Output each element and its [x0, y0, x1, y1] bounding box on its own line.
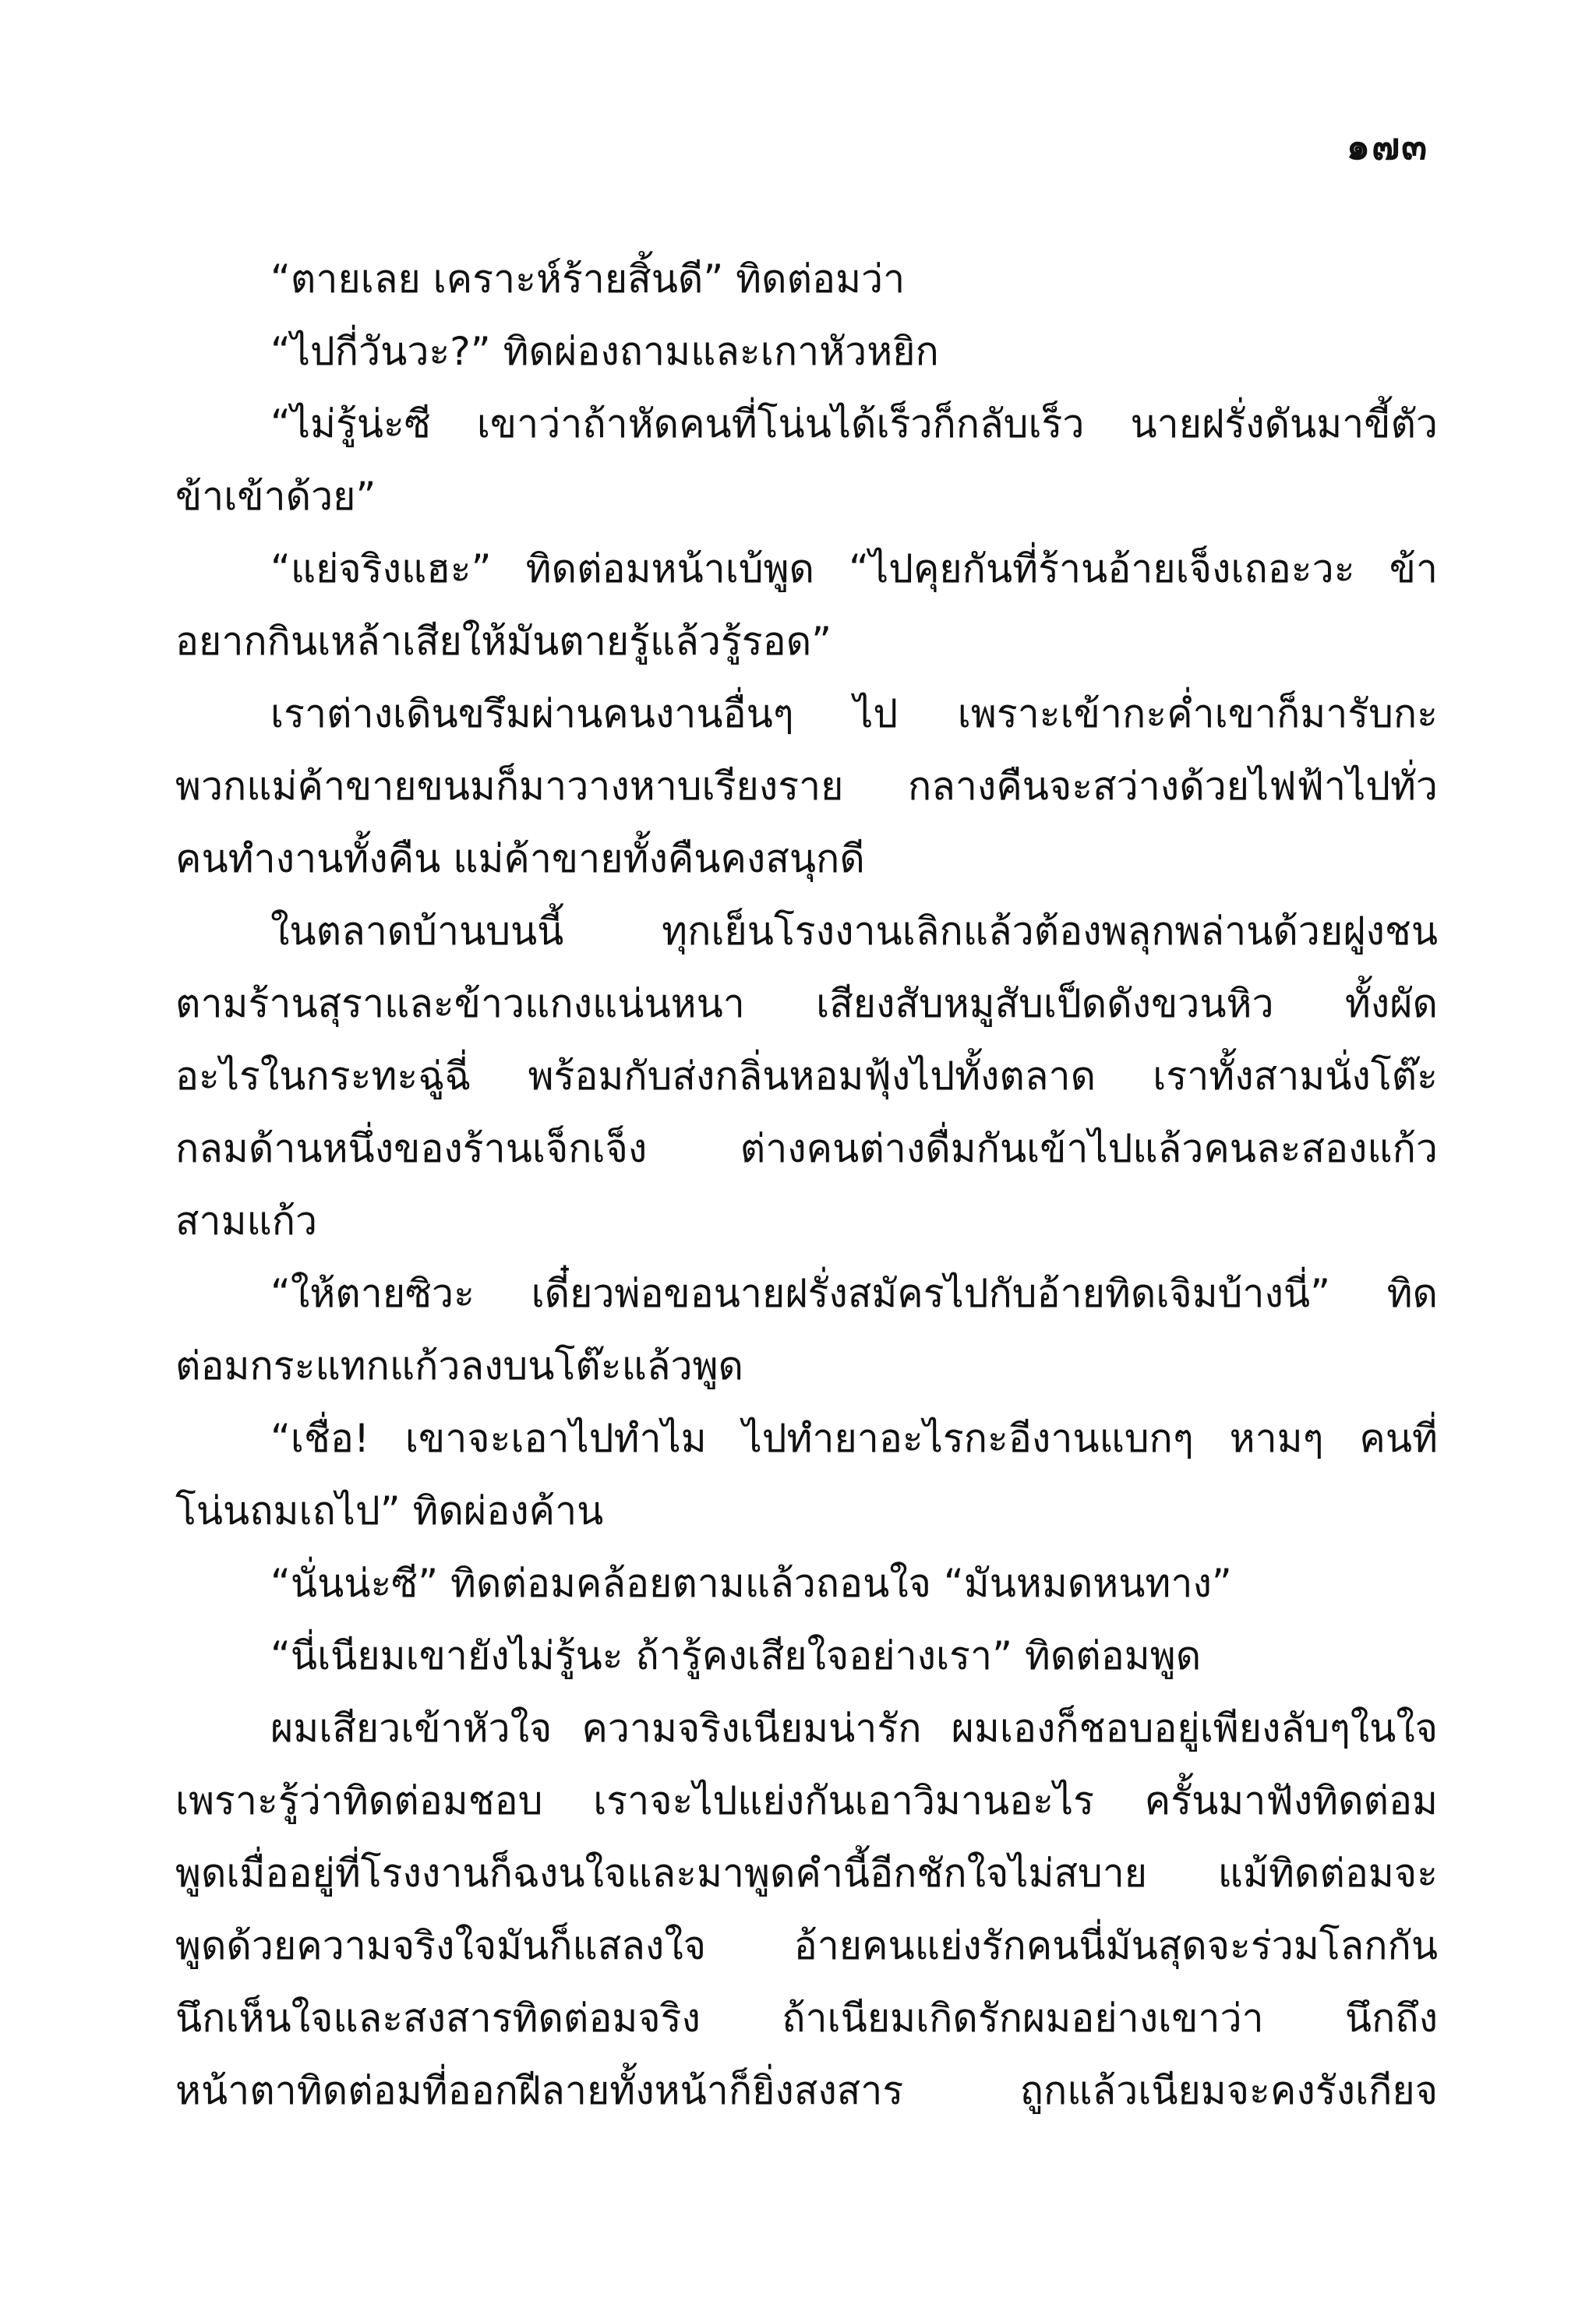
text-line: กลมด้านหนึ่งของร้านเจ็กเจ็ง ต่างคนต่างดื่มกันเข้าไปแล้วคนละสองแก้ว: [175, 1126, 1438, 1171]
text-line: พูดเมื่ออยู่ที่โรงงานก็ฉงนใจและมาพูดคำนี้อีกชักใจไม่สบาย แม้ทิดต่อมจะ: [175, 1851, 1438, 1896]
text-line: คนทำงานทั้งคืน แม่ค้าขายทั้งคืนคงสนุกดี: [175, 836, 865, 881]
text-line: “ไม่รู้น่ะซี เขาว่าถ้าหัดคนที่โน่นได้เร็วก็กลับเร็ว นายฝรั่งดันมาขี้ตัว: [270, 401, 1438, 446]
text-line: สามแก้ว: [175, 1198, 318, 1244]
text-line: ข้าเข้าด้วย”: [175, 474, 376, 519]
text-line: “แย่จริงแฮะ” ทิดต่อมหน้าเบ้พูด “ไปคุยกันที่ร้านอ้ายเจ็งเถอะวะ ข้า: [270, 546, 1438, 591]
text-line: อะไรในกระทะฉู่ฉี่ พร้อมกับส่งกลิ่นหอมฟุ้งไปทั้งตลาด เราทั้งสามนั่งโต๊ะ: [175, 1053, 1438, 1099]
text-line: หน้าตาทิดต่อมที่ออกฝีลายทั้งหน้าก็ยิ่งสงสาร ถูกแล้วเนียมจะคงรังเกียจ: [175, 2068, 1438, 2113]
text-line: “นั่นน่ะซี” ทิดต่อมคล้อยตามแล้วถอนใจ “มันหมดหนทาง”: [270, 1561, 1232, 1606]
text-line: “ตายเลย เคราะห์ร้ายสิ้นดี” ทิดต่อมว่า: [270, 256, 906, 302]
text-line: อยากกินเหล้าเสียให้มันตายรู้แล้วรู้รอด”: [175, 619, 832, 664]
text-line: “นี่เนียมเขายังไม่รู้นะ ถ้ารู้คงเสียใจอย่างเรา” ทิดต่อมพูด: [270, 1633, 1202, 1678]
text-line: นึกเห็นใจและสงสารทิดต่อมจริง ถ้าเนียมเกิดรักผมอย่างเขาว่า นึกถึง: [175, 1996, 1438, 2041]
body-text: [175, 243, 1438, 2127]
text-line: “ให้ตายซิวะ เดี๋ยวพ่อขอนายฝรั่งสมัครไปกับอ้ายทิดเจิมบ้างนี่” ทิด: [270, 1271, 1438, 1316]
page-number: ๑๗๓: [1346, 125, 1428, 168]
text-line: ต่อมกระแทกแก้วลงบนโต๊ะแล้วพูด: [175, 1343, 744, 1389]
text-line: พูดด้วยความจริงใจมันก็แสลงใจ อ้ายคนแย่งรักคนนี่มันสุดจะร่วมโลกกัน: [175, 1923, 1438, 1968]
text-line: “ไปกี่วันวะ?” ทิดผ่องถามและเกาหัวหยิก: [270, 329, 939, 374]
text-line: เพราะรู้ว่าทิดต่อมชอบ เราจะไปแย่งกันเอาวิมานอะไร ครั้นมาฟังทิดต่อม: [175, 1778, 1438, 1823]
text-line: “เชื่อ! เขาจะเอาไปทำไม ไปทำยาอะไรกะอีงานแบกๆ หามๆ คนที่: [270, 1416, 1438, 1461]
text-line: พวกแม่ค้าขายขนมก็มาวางหาบเรียงราย กลางคืนจะสว่างด้วยไฟฟ้าไปทั่ว: [175, 764, 1438, 809]
text-line: ตามร้านสุราและข้าวแกงแน่นหนา เสียงสับหมูสับเป็ดดังขวนหิว ทั้งผัด: [175, 981, 1438, 1026]
text-line: เราต่างเดินขรึมผ่านคนงานอื่นๆ ไป เพราะเข้ากะค่ำเขาก็มารับกะ: [270, 691, 1438, 736]
text-line: ในตลาดบ้านบนนี้ ทุกเย็นโรงงานเลิกแล้วต้องพลุกพล่านด้วยฝูงชน: [270, 909, 1438, 954]
text-line: โน่นถมเถไป” ทิดผ่องค้าน: [175, 1488, 604, 1533]
text-line: ผมเสียวเข้าหัวใจ ความจริงเนียมน่ารัก ผมเองก็ชอบอยู่เพียงลับๆในใจ: [270, 1706, 1438, 1751]
